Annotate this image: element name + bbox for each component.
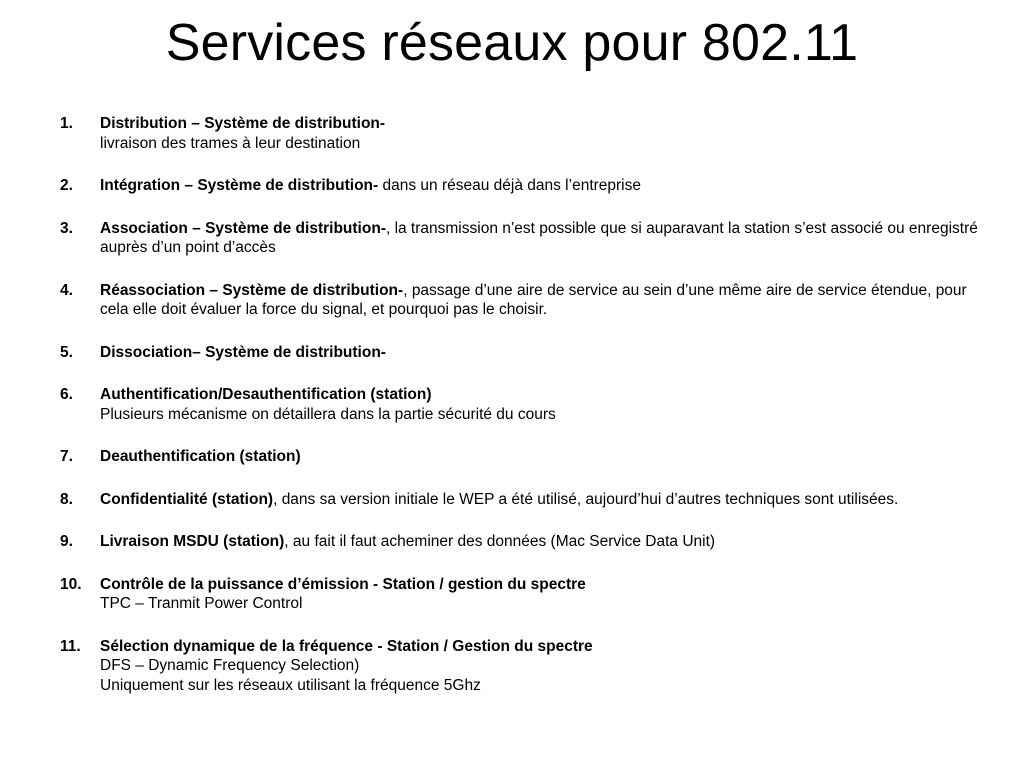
item-text xyxy=(100,282,967,319)
item-description: dans un réseau déjà dans l’entreprise xyxy=(378,177,641,194)
list-item xyxy=(60,219,980,258)
item-text xyxy=(100,491,898,508)
item-heading: Association – Système de distribution- xyxy=(100,219,386,237)
list-item xyxy=(60,532,980,552)
item-text xyxy=(100,386,432,403)
list-item xyxy=(60,490,980,510)
item-detail-line: livraison des trames à leur destination xyxy=(100,134,361,152)
services-list xyxy=(60,114,980,718)
item-description: , passage d’une aire de service au sein d’une même aire de service étendue, pour cela elle doit évaluer la force du signal, et pourquoi pas le choisir. xyxy=(100,281,967,318)
item-number: 8. xyxy=(60,490,73,508)
item-number: 9. xyxy=(60,533,73,550)
item-detail-line: DFS – Dynamic Frequency Selection) xyxy=(100,657,360,674)
item-text xyxy=(100,177,641,194)
item-heading: Contrôle de la puissance d’émission - Station / gestion du spectre xyxy=(100,575,586,593)
item-number: 3. xyxy=(60,219,73,237)
item-text xyxy=(100,115,385,132)
list-item xyxy=(60,575,980,614)
item-heading: Dissociation– Système de distribution- xyxy=(100,343,386,361)
list-item xyxy=(60,114,980,153)
item-number: 4. xyxy=(60,281,73,299)
list-item xyxy=(60,637,980,696)
item-heading: Sélection dynamique de la fréquence - Station / Gestion du spectre xyxy=(100,637,593,655)
item-heading: Deauthentification (station) xyxy=(100,448,301,465)
item-heading: Authentification/Desauthentification (station) xyxy=(100,386,432,403)
item-text xyxy=(100,344,386,361)
item-heading: Distribution – Système de distribution- xyxy=(100,115,386,132)
item-description: , dans sa version initiale le WEP a été utilisé, aujourd’hui d’autres techniques sont utilisées. xyxy=(273,490,899,508)
item-number: 6. xyxy=(60,386,73,403)
item-text xyxy=(100,448,301,465)
item-description: , au fait il faut acheminer des données (Mac Service Data Unit) xyxy=(284,533,716,550)
item-detail-line: Plusieurs mécanisme on détaillera dans la partie sécurité du cours xyxy=(100,405,556,423)
item-number: 7. xyxy=(60,448,73,465)
item-heading: Confidentialité (station) xyxy=(100,490,274,508)
list-item xyxy=(60,176,980,196)
slide-title: Services réseaux pour 802.11 xyxy=(165,14,859,72)
item-number: 2. xyxy=(60,177,73,194)
item-detail-line: Uniquement sur les réseaux utilisant la fréquence 5Ghz xyxy=(100,676,481,694)
list-item xyxy=(60,385,980,424)
item-text xyxy=(100,576,586,593)
list-item xyxy=(60,281,980,320)
item-heading: Intégration – Système de distribution- xyxy=(100,177,379,194)
item-number: 10. xyxy=(60,575,82,593)
item-text xyxy=(100,220,978,257)
item-number: 1. xyxy=(60,115,73,132)
list-item xyxy=(60,343,980,363)
item-number: 11. xyxy=(60,637,81,655)
list-item xyxy=(60,447,980,467)
item-number: 5. xyxy=(60,343,73,361)
item-heading: Livraison MSDU (station) xyxy=(100,533,285,550)
item-text xyxy=(100,638,593,655)
item-detail-line: TPC – Tranmit Power Control xyxy=(100,595,303,612)
item-text xyxy=(100,533,715,550)
item-heading: Réassociation – Système de distribution- xyxy=(100,281,404,299)
item-description: , la transmission n’est possible que si auparavant la station s’est associé ou enregistré auprès d’un point d’accès xyxy=(100,219,978,256)
